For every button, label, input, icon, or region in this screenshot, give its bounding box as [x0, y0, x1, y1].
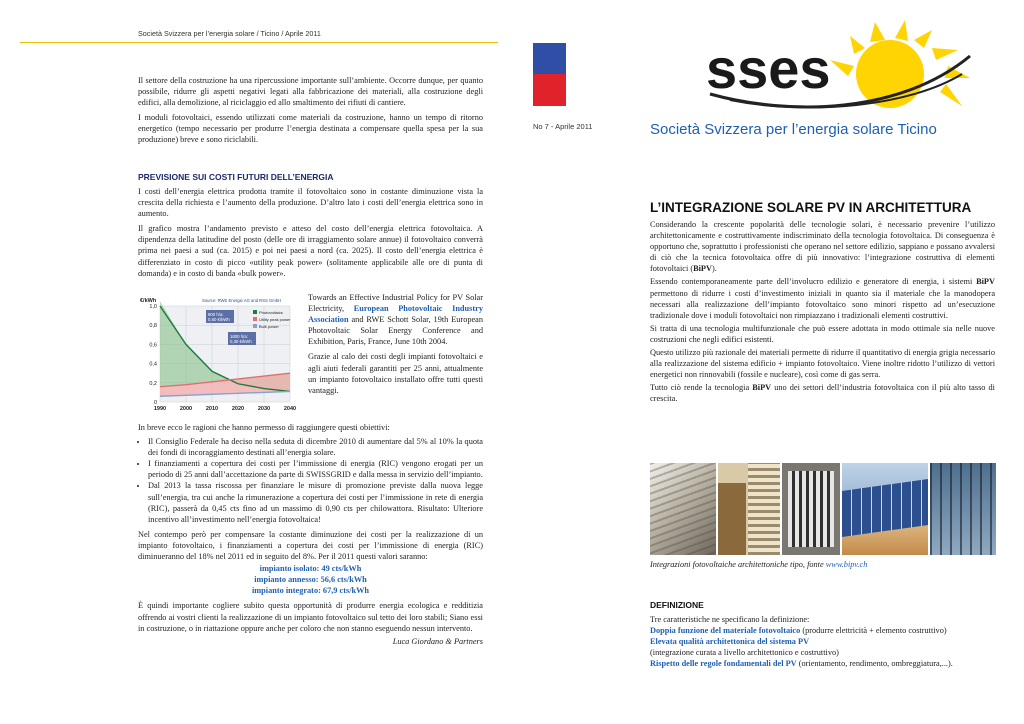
bipv-p2-text: Essendo contemporaneamente parte dell’involucro edilizio e generatore di energia, i sistemi [650, 277, 977, 287]
running-header: Società Svizzera per l’energia solare / Ticino / Aprile 2011 [138, 29, 321, 38]
definition-heading: DEFINIZIONE [650, 600, 704, 610]
annotation-value: 0,60 €/kWh [208, 317, 230, 322]
definition-item-3-note: (orientamento, rendimento, ombreggiatura,...). [796, 659, 953, 669]
source-part-c: and RWE Schott Solar, 19th European Photovoltaic Solar Energy Conference and Exhibition, Paris, France, June 10th 2004. [308, 315, 484, 347]
annotation-label: 900 h/a: [208, 312, 224, 317]
flag-icon [533, 43, 566, 106]
section-heading-costs: PREVISIONE SUI COSTI FUTURI DELL’ENERGIA [138, 172, 334, 182]
definition-item-1-note: (produrre elettricità + elemento costruttivo) [800, 626, 947, 636]
annotation-value: 0,30 €/kWh [230, 339, 252, 344]
bipv-term: BiPV [693, 264, 712, 274]
bipv-term: BiPV [752, 383, 772, 393]
bipv-term: BiPV [976, 277, 995, 287]
x-tick-label: 2020 [231, 406, 245, 412]
closing-paragraph: È quindi importante cogliere subito questa opportunità di produrre energia ecologica e redditizia offrendo ai vostri clienti la realizzazione di un impianto fotovoltaico sul tetto dei loro stabili; Siano essi in costruzione, o in riattazione oppure anche per coloro che non stanno eseguendo nessun intervento. [138, 601, 483, 633]
y-tick-label: 0,2 [149, 380, 157, 387]
costs-paragraph-1: I costi dell’energia elettrica prodotta tramite il fotovoltaico sono in costante diminuzione vista la crescita della richiesta e l’aumento della produzione. D’altro lato i costi dell’energia elettrica sono in aumento. [138, 187, 483, 219]
legend-swatch [253, 310, 257, 314]
y-axis-label: €/kWh [140, 298, 157, 304]
y-tick-label: 1,0 [149, 304, 157, 310]
article-title: L’INTEGRAZIONE SOLARE PV IN ARCHITETTURA [650, 200, 972, 215]
rate-annexed: impianto annesso: 56,6 cts/kWh [254, 575, 367, 585]
definition-item-3 [650, 658, 1000, 669]
legend-label: Bulk power [259, 324, 279, 329]
x-tick-label: 2000 [179, 406, 193, 412]
left-column [138, 75, 483, 146]
bipv-paragraph-4: Questo utilizzo più razionale dei materiali permette di ridurre il quantitativo di energia grigia necessario alla realizzazione del sistema edificio + impianto fotovoltaico. Viene inoltre ridotto l’utilizzo di vettori energetici non rinnovabili (fossile e nucleare), così come di gas serra. [650, 348, 995, 380]
rate-isolated: impianto isolato: 49 cts/kWh [259, 564, 362, 574]
bipv-paragraph-2 [650, 276, 995, 320]
bipv-paragraph-3: Si tratta di una tecnologia multifunzionale che può essere adottata in modo ottimale sia nelle nuove costruzioni che negli edifici esistenti. [650, 323, 995, 344]
chart-source-text [308, 292, 483, 396]
y-tick-label: 0,6 [149, 342, 157, 349]
source-part-a: Towards an Effective Industrial Policy for PV Solar Electricity, [308, 293, 483, 314]
costs-paragraph-2: Il grafico mostra l’andamento previsto e atteso del costo dell’energia elettrica fotovoltaica. A dipendenza della latitudine del posto (delle ore di irraggiamento solare annue) il fotovoltaico converrà prima nei paesi a sud (ca. 2015) e poi nei paesi a nord (ca. 2025). Il costo dell’energia elettrica è differenziato in costo di picco «utility peak power» (solitamente applicabile alle ore di punta di domanda) e in costo di banda «bulk power». [138, 224, 483, 278]
x-tick-label: 2030 [257, 406, 271, 412]
annotation-label: 1800 h/a: [230, 334, 248, 339]
cost-chart [138, 294, 300, 414]
caption-text: Integrazioni fotovoltaiche architettoniche tipo, fonte [650, 560, 826, 569]
organization-name: Società Svizzera per l’energia solare Ticino [650, 121, 937, 138]
x-tick-label: 2040 [283, 406, 297, 412]
x-tick-label: 1990 [153, 406, 167, 412]
bipv-p2-end: permettono di ridurre i costi d’investimento iniziali in quanto sia il materiale che la manodopera necessari alla realizzazione dell’impianto fotovoltaico sono minori rispetto ad un’esecuzione tradizionale dove i moduli fotovoltaici non rimpiazzano i tradizionali elementi costruttivi. [650, 288, 995, 320]
definition-item-1 [650, 625, 1000, 636]
y-tick-label: 0,4 [149, 361, 157, 368]
x-tick-label: 2010 [205, 406, 219, 412]
bipv-p5-text: Tutto ciò rende la tecnologia [650, 383, 753, 393]
rate-integrated: impianto integrato: 67,9 cts/kWh [251, 586, 370, 596]
savings-paragraph: Grazie al calo dei costi degli impianti fotovoltaici e agli aiuti federali garantiti per 25 anni, attualmente un impianto fotovoltaico installato offre tutti questi vantaggi. [308, 352, 483, 395]
reasons-intro: In breve ecco le ragioni che hanno permesso di raggiungere questi obiettivi: [138, 423, 390, 432]
source-epia-link[interactable]: European Photovoltaic Industry Association [308, 304, 483, 325]
y-tick-label: 0,8 [149, 323, 157, 330]
issue-number: No 7 - Aprile 2011 [533, 122, 593, 131]
bipv-p5-end: uno dei settori dell’industria fotovoltaica con il più alto tasso di crescita. [650, 383, 995, 404]
definition-item-3-title: Rispetto delle regole fondamentali del PV [650, 659, 797, 669]
rates-block [138, 563, 483, 596]
photo-caption [650, 560, 867, 569]
ric-paragraph: Nel contempo però per compensare la costante diminuzione dei costi per la realizzazione di un impianto fotovoltaico, i finanziamenti a copertura dei costi per l’immissione di energia (RIC) diminueranno del 18% nel 2011 ed in seguito del 8%. Per il 2011 questi valori saranno: [138, 529, 483, 562]
bipv-photo-2 [718, 463, 780, 555]
right-column [650, 219, 995, 405]
sun-icon [700, 16, 1000, 126]
left-column-reasons [138, 422, 483, 647]
definition-item-2 [650, 636, 1000, 647]
caption-link[interactable]: www.bipv.ch [825, 560, 868, 569]
reason-item: • Dal 2013 la tassa riscossa per finanziare le misure di promozione previste dalla nuova legge sull’energia, tra cui anche la rimunerazione a copertura dei costi per l’immissione in rete di energia (RIC), passerà da 0,45 cts fino ad un massimo di 0,90 cts per chilowattora. Risultato: Ulteriore incentivo all’investimento nell’energia fotovoltaica! [148, 480, 483, 524]
definition-item-2-title: Elevata qualità architettonica del sistema PV [650, 637, 810, 647]
cost-chart-svg [138, 294, 300, 414]
bipv-paragraph-5 [650, 382, 995, 404]
definition-intro: Tre caratteristiche ne specificano la definizione: [650, 615, 810, 624]
reason-item: • Il Consiglio Federale ha deciso nella seduta di dicembre 2010 di aumentare dal 5% al 10% la quota dei fondi di incoraggiamento destinati all’energia solare. [148, 436, 483, 458]
reasons-list [138, 436, 483, 525]
chart-source-label: Source: RWE Energie AG and RSS GmbH [202, 298, 282, 303]
definition-block [650, 614, 1000, 669]
y-tick-label: 0 [153, 400, 157, 406]
legend-swatch [253, 324, 257, 328]
intro-paragraph-2: I moduli fotovoltaici, essendo utilizzati come materiali da costruzione, hanno un tempo di ritorno energetico (tempo necessario per produrre l’energia destinata a compensare quella spesa per la sua produzione) breve e sono riciclabili. [138, 113, 483, 145]
bipv-photo-4 [842, 463, 928, 555]
intro-paragraph-1: Il settore della costruzione ha una ripercussione importante sull’ambiente. Occorre dunque, per quanto possibile, ridurre gli aspetti negativi legati alla fabbricazione dei materiali, alla costruzione degli edifici, alla demolizione, al riciclaggio ed allo smaltimento dei rifiuti di cantiere. [138, 76, 483, 108]
header-rule [20, 42, 498, 43]
bipv-photo-1 [650, 463, 716, 555]
bipv-photo-5 [930, 463, 996, 555]
legend-swatch [253, 317, 257, 321]
definition-item-2-note: (integrazione curata a livello architettonico e costruttivo) [650, 648, 839, 658]
definition-item-1-title: Doppia funzione del materiale fotovoltaico [650, 626, 801, 636]
bipv-paragraph-1 [650, 219, 995, 274]
bipv-photo-3 [782, 463, 840, 555]
legend-label: Photovoltaics [259, 310, 283, 315]
signature: Luca Giordano & Partners [392, 636, 483, 646]
left-column-costs [138, 186, 483, 279]
logo-text: sses [706, 37, 831, 100]
sses-logo [700, 16, 1000, 126]
bipv-p1-text: Considerando la crescente popolarità delle tecnologie solari, è necessario prevenire l’utilizzo architettonicamente e costruttivamente indiscriminato della tecnologia fotovoltaica. Di conseguenza è opportuno che, soprattutto i professionisti che operano nel settore edilizio, sappiano e possano avvalersi di ciò che la tecnica fotovoltaica offre di più innovativo: l’integrazione costruttiva di elementi fotovoltaici ( [650, 220, 995, 274]
legend-label: Utility peak power [259, 317, 291, 322]
bipv-p1-end: ). [712, 264, 717, 274]
reason-item: • I finanziamenti a copertura dei costi per l’immissione di energia (RIC) vengono erogati per un periodo di 25 anni dall’accettazione da parte di SWISSGRID e dalla messa in servizio dell’impianto. [148, 458, 483, 480]
